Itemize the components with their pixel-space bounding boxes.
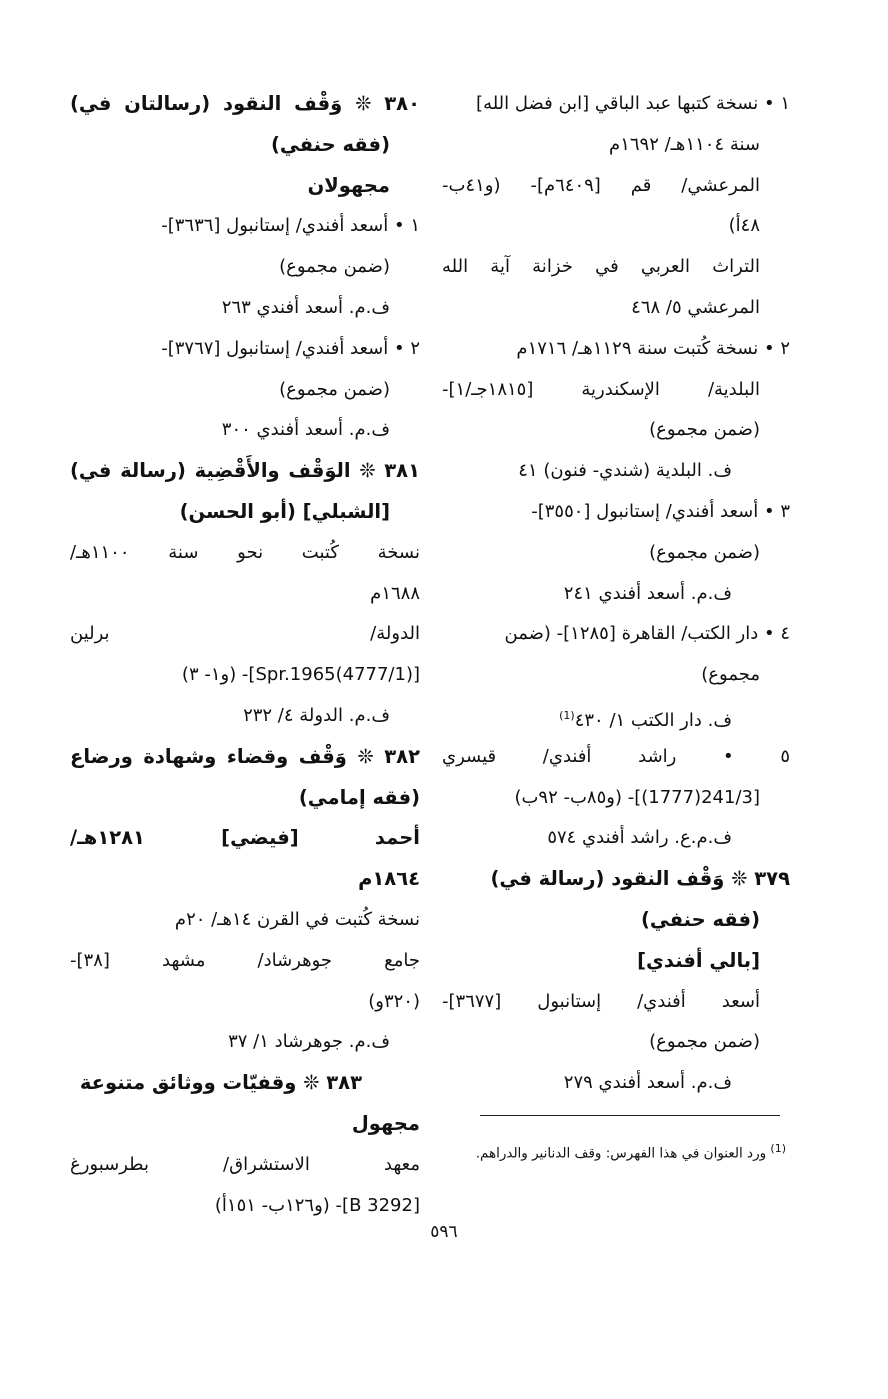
left-column-line [70,737,420,778]
footnote-reference: (1) [559,708,575,722]
right-column-line [442,451,790,492]
right-column-line-text: مجموع) [701,664,760,686]
right-column-line [442,737,790,778]
right-column-line [442,125,790,166]
left-column-line [70,574,420,615]
right-column-line [442,370,790,411]
right-column-line [442,206,790,247]
right-column-line [442,533,790,574]
right-column-line-text: (ضمن مجموع) [649,419,760,441]
right-column-line [442,1063,790,1104]
left-column-line-text: ٣٨٠ ❊ وَقْف النقود (رسالتان في) [70,92,420,115]
right-column-line-text: ٣ • أسعد أفندي/ إستانبول [٣٥٥٠]- [531,500,790,522]
left-column [70,84,420,1226]
right-column-line-text: ف.م. أسعد أفندي ٢٤١ [563,582,732,604]
left-column-line-text: ف.م. أسعد أفندي ٣٠٠ [221,419,390,441]
left-column-line-text: (ضمن مجموع) [279,256,390,278]
left-column-line [70,696,420,737]
left-column-line [70,206,420,247]
right-column-line [442,778,790,819]
left-column-line [70,778,420,819]
right-column [442,84,790,1104]
left-column-line-text: ١ • أسعد أفندي/ إستانبول [٣٦٣٦]- [161,215,420,237]
left-column-line [70,859,420,900]
left-column-line [70,329,420,370]
right-column-line-text: التراث العربي في خزانة آية الله [442,256,760,278]
right-column-line-text: سنة ١١٠٤هـ/ ١٦٩٢م [609,133,760,155]
left-column-line-text: [B 3292]- (و١٢٦ب- ١٥١أ) [214,1194,420,1216]
left-column-line-text: [الشبلي] (أبو الحسن) [179,499,390,523]
right-column-line-text: (فقه حنفي) [640,907,760,931]
right-column-line [442,696,790,737]
left-column-line-text: ٣٨٣ ❊ وقفيّات ووثائق متنوعة [79,1071,362,1095]
left-column-line [70,900,420,941]
left-column-line-text: نسخة كُتبت في القرن ١٤هـ/ ٢٠م [174,908,420,930]
right-column-line-text: (ضمن مجموع) [649,1031,760,1053]
right-column-line-text: [بالي أفندي] [637,948,760,972]
footnote-text: ورد العنوان في هذا الفهرس: وقف الدنانير والدراهم. [475,1145,767,1162]
right-column-line-text: ف.م.ع. راشد أفندي ٥٧٤ [547,827,732,849]
left-column-line [70,166,420,207]
left-column-line [70,451,420,492]
right-column-line [442,655,790,696]
left-column-line [70,410,420,451]
right-column-line-text: ٥ • راشد أفندي/ قيسري [442,745,790,767]
left-column-line-text: ف.م. أسعد أفندي ٢٦٣ [221,296,390,318]
right-column-line [442,288,790,329]
right-column-line-text: ١ • نسخة كتبها عبد الباقي [ابن فضل الله] [476,93,790,114]
right-column-line [442,574,790,615]
left-column-line-text: [Spr.1965(4777/1)]- (و١- ٣) [181,664,420,686]
right-column-line [442,818,790,859]
left-column-line [70,1063,420,1104]
left-column-line [70,1022,420,1063]
left-column-line-text: (ضمن مجموع) [279,378,390,400]
left-column-line [70,288,420,329]
left-column-line [70,84,420,125]
left-column-line-text: (فقه حنفي) [270,132,390,156]
right-column-line-text: ف.م. أسعد أفندي ٢٧٩ [563,1072,732,1094]
right-column-line-text: ٤٨أ) [728,215,760,237]
right-column-line-text: البلدية/ الإسكندرية [١٨١٥جـ/١]- [442,378,760,400]
left-column-line-text: جامع جوهرشاد/ مشهد [٣٨]- [70,949,420,971]
left-column-line-text: أحمد [فيضي] ١٢٨١هـ/ [70,826,420,850]
right-column-line [442,410,790,451]
footnote [446,1136,786,1167]
left-column-line [70,1104,420,1145]
right-column-line-text: المرعشي ٥/ ٤٦٨ [631,296,760,318]
right-column-line-text: المرعشي/ قم [٦٤٠٩م]- (و٤١ب- [442,174,760,196]
left-column-line-text: (٣٢٠و) [368,990,420,1012]
right-column-line [442,941,790,982]
left-column-line-text: ف.م. جوهرشاد ١/ ٣٧ [228,1031,390,1053]
left-column-line-text: مجهول [351,1111,420,1135]
left-column-line [70,125,420,166]
left-column-line-text: الدولة/ برلين [70,623,420,645]
left-column-line [70,1145,420,1186]
left-column-line [70,655,420,696]
right-column-line [442,859,790,900]
left-column-line [70,370,420,411]
footnote-divider [480,1115,780,1116]
right-column-line [442,166,790,207]
left-column-line [70,247,420,288]
right-column-line [442,329,790,370]
right-column-line-text: ف. دار الكتب ١/ ٤٣٠ [574,709,732,731]
left-column-line-text: (فقه إمامي) [298,785,420,809]
right-column-line-text: أسعد أفندي/ إستانبول [٣٦٧٧]- [442,990,760,1012]
left-column-line-text: ٢ • أسعد أفندي/ إستانبول [٣٧٦٧]- [161,337,420,359]
left-column-line-text: ٣٨١ ❊ الوَقْف والأَقْضِية (رسالة في) [70,459,420,483]
left-column-line [70,492,420,533]
right-column-line [442,247,790,288]
left-column-line [70,941,420,982]
left-column-line-text: ٣٨٢ ❊ وَقْف وقضاء وشهادة ورضاع [70,744,420,768]
left-column-line-text: مجهولان [307,173,390,197]
left-column-line [70,533,420,574]
right-column-line [442,614,790,655]
right-column-line-text: ف. البلدية (شندي- فنون) ٤١ [518,460,732,482]
right-column-line-text: ٢ • نسخة كُتبت سنة ١١٢٩هـ/ ١٧١٦م [516,337,790,359]
left-column-line [70,818,420,859]
right-column-line-text: [241/3(1777)]- (و٨٥ب- ٩٢ب) [514,786,760,808]
right-column-line-text: ٤ • دار الكتب/ القاهرة [١٢٨٥]- (ضمن [504,623,790,645]
left-column-line [70,1186,420,1227]
right-column-line-text: (ضمن مجموع) [649,541,760,563]
right-column-line [442,84,790,125]
right-column-line [442,900,790,941]
footnote-marker: (1) [770,1142,786,1155]
right-column-line [442,492,790,533]
right-column-line-text: ٣٧٩ ❊ وَقْف النقود (رسالة في) [490,867,790,891]
left-column-line-text: ١٦٨٨م [370,582,420,604]
left-column-line-text: نسخة كُتبت نحو سنة ١١٠٠هـ/ [70,541,420,563]
left-column-line-text: معهد الاستشراق/ بطرسبورغ [70,1153,420,1175]
page-number: ٥٩٦ [430,1222,458,1242]
right-column-line [442,982,790,1023]
left-column-line-text: ف.م. الدولة ٤/ ٢٣٢ [243,704,390,726]
left-column-line [70,982,420,1023]
right-column-line [442,1022,790,1063]
left-column-line-text: ١٨٦٤م [358,867,420,891]
left-column-line [70,614,420,655]
